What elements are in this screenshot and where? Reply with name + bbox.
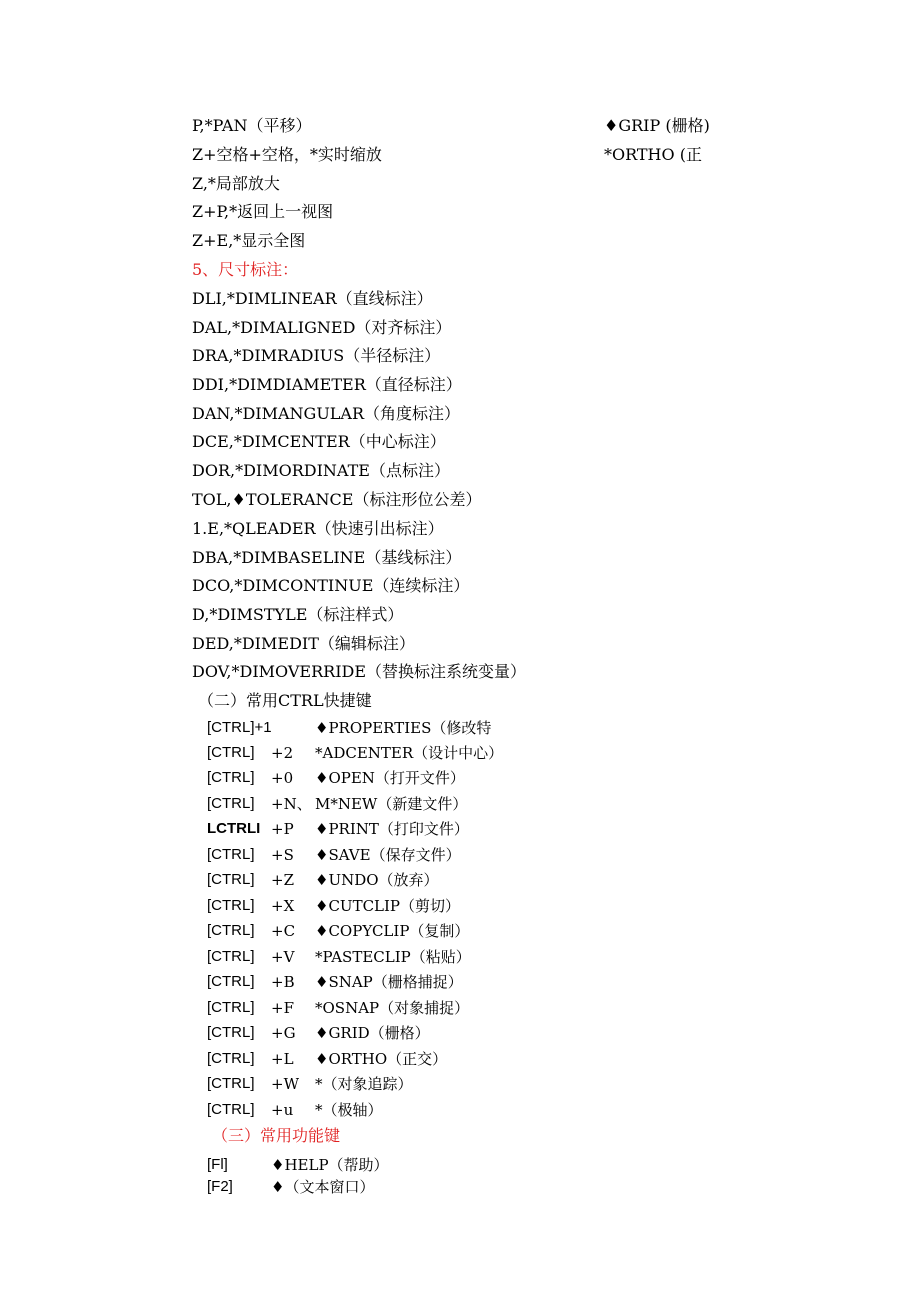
ctrl-command-desc: ♦OPEN（打开文件）	[315, 769, 465, 787]
dim-line: DBA,*DIMBASELINE（基线标注）	[192, 548, 462, 567]
ctrl-key: [CTRL]	[207, 1101, 255, 1118]
ctrl-plus-key: +B	[271, 973, 295, 991]
ctrl-command-desc: *PASTECLIP（粘贴）	[315, 948, 471, 966]
ctrl-plus-key: +W	[271, 1075, 299, 1093]
zoom-line: Z+空格+空格，*实时缩放	[192, 145, 382, 164]
dim-line: DOV,*DIMOVERRIDE（替换标注系统变量）	[192, 662, 527, 681]
function-key-desc: ♦（文本窗口）	[271, 1178, 375, 1196]
ctrl-command-desc: *OSNAP（对象捕捉）	[315, 999, 470, 1017]
dim-line: DCO,*DIMCONTINUE（连续标注）	[192, 576, 470, 595]
ctrl-key: [CTRL]	[207, 795, 255, 812]
zoom-line: Z+P,*返回上一视图	[192, 202, 334, 221]
ctrl-plus-key: +S	[271, 846, 294, 864]
ctrl-command-desc: ♦PRINT（打印文件）	[315, 820, 469, 838]
dim-line: DLI,*DIMLINEAR（直线标注）	[192, 289, 433, 308]
zoom-line: P,*PAN（平移）	[192, 116, 312, 135]
ctrl-key: [CTRL]	[207, 871, 255, 888]
dim-line: DAL,*DIMALIGNED（对齐标注）	[192, 318, 452, 337]
right-col-line-2: *ORTHO (正	[604, 145, 702, 164]
ctrl-plus-key: +X	[271, 897, 295, 915]
function-key: [Fl]	[207, 1156, 228, 1173]
ctrl-plus-key: +N、	[271, 795, 312, 813]
ctrl-key: [CTRL]	[207, 973, 255, 990]
ctrl-key: [CTRL]	[207, 922, 255, 939]
ctrl-command-desc: *（极轴）	[315, 1101, 383, 1119]
dim-line: DRA,*DIMRADIUS（半径标注）	[192, 346, 441, 365]
ctrl-key: [CTRL]	[207, 769, 255, 786]
dim-line: DED,*DIMEDIT（编辑标注）	[192, 634, 415, 653]
ctrl-command-desc: ♦SNAP（栅格捕捉）	[315, 973, 463, 991]
ctrl-command-desc: M*NEW（新建文件）	[315, 795, 468, 813]
ctrl-key: [CTRL]	[207, 846, 255, 863]
ctrl-command-desc: ♦UNDO（放弃）	[315, 871, 439, 889]
dim-line: 1.E,*QLEADER（快速引出标注）	[192, 519, 444, 538]
dim-line: DDI,*DIMDIAMETER（直径标注）	[192, 375, 462, 394]
ctrl-plus-key: +u	[271, 1101, 294, 1119]
func-heading: （三）常用功能键	[212, 1126, 341, 1145]
ctrl-command-desc: *（对象追踪）	[315, 1075, 413, 1093]
dim-line: DOR,*DIMORDINATE（点标注）	[192, 461, 450, 480]
ctrl-key: [CTRL]	[207, 1024, 255, 1041]
dim-line: DAN,*DIMANGULAR（角度标注）	[192, 404, 461, 423]
ctrl-plus-key: +G	[271, 1024, 296, 1042]
ctrl-plus-key: +F	[271, 999, 294, 1017]
function-key-desc: ♦HELP（帮助）	[271, 1156, 389, 1174]
function-key: [F2]	[207, 1178, 233, 1195]
ctrl-key: [CTRL]+1	[207, 719, 272, 736]
ctrl-key: [CTRL]	[207, 999, 255, 1016]
ctrl-key: [CTRL]	[207, 1050, 255, 1067]
ctrl-plus-key: +P	[271, 820, 294, 838]
ctrl-plus-key: +Z	[271, 871, 294, 889]
ctrl-command-desc: ♦COPYCLIP（复制）	[315, 922, 470, 940]
dim-line: D,*DIMSTYLE（标注样式）	[192, 605, 404, 624]
right-col-line-1: ♦GRIP (栅格)	[604, 116, 710, 135]
ctrl-plus-key: +V	[271, 948, 295, 966]
ctrl-key: [CTRL]	[207, 744, 255, 761]
ctrl-key: LCTRLI	[207, 820, 261, 837]
ctrl-plus-key: +2	[271, 744, 294, 762]
ctrl-plus-key: +L	[271, 1050, 294, 1068]
ctrl-command-desc: ♦CUTCLIP（剪切）	[315, 897, 461, 915]
dim-line: TOL,♦TOLERANCE（标注形位公差）	[192, 490, 482, 509]
zoom-line: Z,*局部放大	[192, 174, 280, 193]
ctrl-plus-key: +C	[271, 922, 296, 940]
ctrl-heading: （二）常用CTRL快捷键	[198, 691, 372, 710]
ctrl-command-desc: ♦ORTHO（正交）	[315, 1050, 448, 1068]
section-5-heading: 5、尺寸标注：	[192, 260, 299, 279]
ctrl-key: [CTRL]	[207, 948, 255, 965]
ctrl-command-desc: ♦PROPERTIES（修改特	[315, 719, 492, 737]
ctrl-command-desc: ♦SAVE（保存文件）	[315, 846, 461, 864]
ctrl-command-desc: ♦GRID（栅格）	[315, 1024, 430, 1042]
dim-line: DCE,*DIMCENTER（中心标注）	[192, 432, 446, 451]
zoom-line: Z+E,*显示全图	[192, 231, 306, 250]
ctrl-command-desc: *ADCENTER（设计中心）	[315, 744, 504, 762]
ctrl-key: [CTRL]	[207, 897, 255, 914]
ctrl-key: [CTRL]	[207, 1075, 255, 1092]
ctrl-plus-key: +0	[271, 769, 294, 787]
